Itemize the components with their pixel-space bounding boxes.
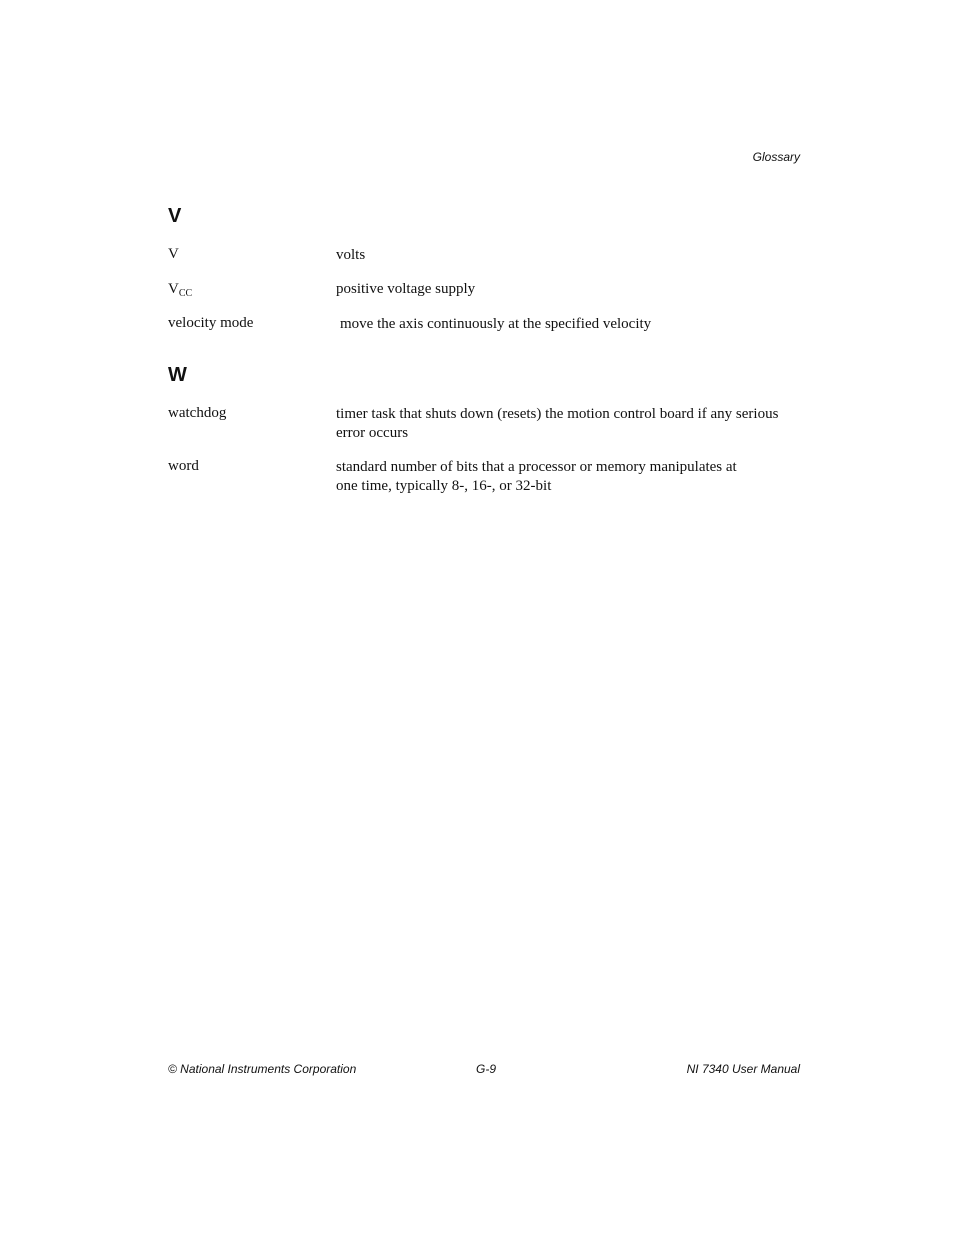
glossary-definition: move the axis continuously at the specified velocity — [340, 316, 652, 332]
glossary-definition: volts — [336, 247, 366, 263]
footer-manual-title: NI 7340 User Manual — [686, 1062, 800, 1076]
footer-copyright: © National Instruments Corporation — [168, 1062, 357, 1076]
glossary-term: V — [168, 246, 179, 262]
glossary-term: velocity mode — [168, 315, 254, 331]
glossary-definition — [336, 405, 806, 443]
term-main: V — [168, 281, 179, 297]
section-letter-w: W — [168, 364, 187, 386]
definition-line: error occurs — [336, 425, 409, 441]
definition-line: one time, typically 8-, 16-, or 32-bit — [336, 478, 552, 494]
glossary-definition: positive voltage supply — [336, 281, 476, 297]
term-subscript: CC — [178, 288, 193, 299]
section-letter-v: V — [168, 205, 182, 227]
glossary-term — [168, 281, 192, 299]
glossary-definition — [336, 458, 806, 496]
glossary-term: watchdog — [168, 405, 227, 421]
definition-line: standard number of bits that a processor or memory manipulates at — [336, 459, 737, 475]
definition-line: timer task that shuts down (resets) the motion control board if any serious — [336, 406, 779, 422]
glossary-term: word — [168, 458, 199, 474]
running-header: Glossary — [752, 150, 800, 164]
footer-page-number: G-9 — [476, 1062, 497, 1076]
